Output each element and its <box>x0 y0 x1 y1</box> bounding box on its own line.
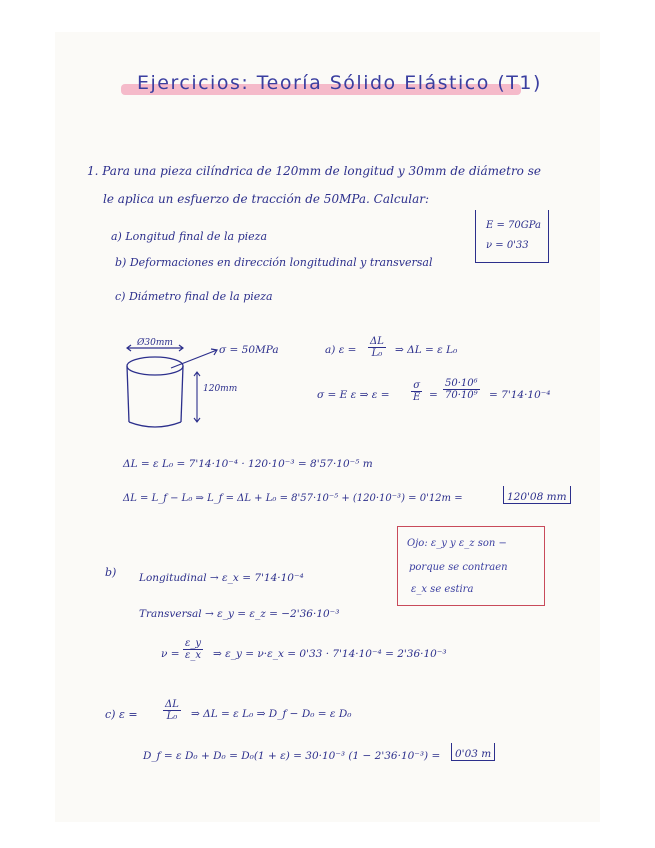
part-a-calc-1: ΔL = ε L₀ = 7'14·10⁻⁴ · 120·10⁻³ = 8'57·10⁻⁵ m <box>123 458 373 470</box>
diameter-label: Ø30mm <box>137 338 173 348</box>
part-b-nu-den: ε_x <box>185 650 202 661</box>
note-line-2: porque se contraen <box>409 562 508 573</box>
given-data-box <box>475 210 549 263</box>
part-c-answer: 0'03 m <box>451 743 495 761</box>
problem-item-a: a) Longitud final de la pieza <box>111 230 267 243</box>
part-a-eq1-rest: ⇒ ΔL = ε L₀ <box>395 344 458 356</box>
part-b-longitudinal: Longitudinal → ε_x = 7'14·10⁻⁴ <box>139 572 304 584</box>
length-label: 120mm <box>203 384 238 394</box>
part-b-nu-fraction <box>183 638 203 661</box>
notebook-page <box>55 32 600 822</box>
part-c-label: c) ε = <box>105 708 138 721</box>
problem-item-b: b) Deformaciones en dirección longitudinal y transversal <box>115 256 433 269</box>
part-a-eq2-den1: E <box>413 392 421 403</box>
part-a-eq2-den2: 70·10⁹ <box>445 390 478 401</box>
part-b-transversal: Transversal → ε_y = ε_z = −2'36·10⁻³ <box>139 608 340 620</box>
part-c-num: ΔL <box>165 699 179 710</box>
part-c-final: D_f = ε D₀ + D₀ = D₀(1 + ε) = 30·10⁻³ (1 − 2'36·10⁻³) = <box>143 750 441 762</box>
note-line-3: ε_x se estira <box>411 584 474 595</box>
part-a-eq1-num: ΔL <box>370 336 384 347</box>
part-c-den: L₀ <box>166 711 178 722</box>
part-a-eq1-label: a) ε = <box>325 344 357 356</box>
part-c-rest: ⇒ ΔL = ε L₀ ⇒ D_f − D₀ = ε D₀ <box>191 708 352 720</box>
part-a-eq1-fraction <box>368 336 386 359</box>
part-b-nu-rest: ⇒ ε_y = ν·ε_x = 0'33 · 7'14·10⁻⁴ = 2'36·10⁻³ <box>213 648 447 660</box>
problem-item-c: c) Diámetro final de la pieza <box>115 290 273 303</box>
part-a-eq2-frac2 <box>443 378 480 401</box>
part-a-eq2-num1: σ <box>411 380 422 392</box>
page-title: Ejercicios: Teoría Sólido Elástico (T1) <box>137 72 542 94</box>
problem-line-2: le aplica un esfuerzo de tracción de 50MPa. Calcular: <box>103 192 430 206</box>
young-modulus: E = 70GPa <box>486 220 541 231</box>
poisson-ratio: ν = 0'33 <box>486 240 529 251</box>
part-a-eq2-num2: 50·10⁶ <box>445 378 478 389</box>
part-a-eq1-den: L₀ <box>371 348 383 359</box>
part-b-nu-num: ε_y <box>185 638 202 649</box>
problem-line-1: 1. Para una pieza cilíndrica de 120mm de longitud y 30mm de diámetro se <box>87 164 541 178</box>
part-a-eq2-left: σ = E ε ⇒ ε = <box>317 389 390 401</box>
part-a-calc-2: ΔL = L_f − L₀ ⇒ L_f = ΔL + L₀ = 8'57·10⁻⁵ + (120·10⁻³) = 0'12m = <box>123 493 463 504</box>
part-b-nu-label: ν = <box>161 648 180 660</box>
part-a-eq2-frac1 <box>411 380 422 403</box>
part-c-fraction <box>163 699 181 722</box>
note-line-1: Ojo: ε_y y ε_z son − <box>407 538 507 549</box>
stress-label: σ = 50MPa <box>219 344 279 356</box>
part-a-eq2-result: = 7'14·10⁻⁴ <box>489 389 551 401</box>
part-b-label: b) <box>105 566 117 579</box>
part-a-eq2-equals: = <box>429 389 438 401</box>
part-a-answer: 120'08 mm <box>503 486 571 504</box>
